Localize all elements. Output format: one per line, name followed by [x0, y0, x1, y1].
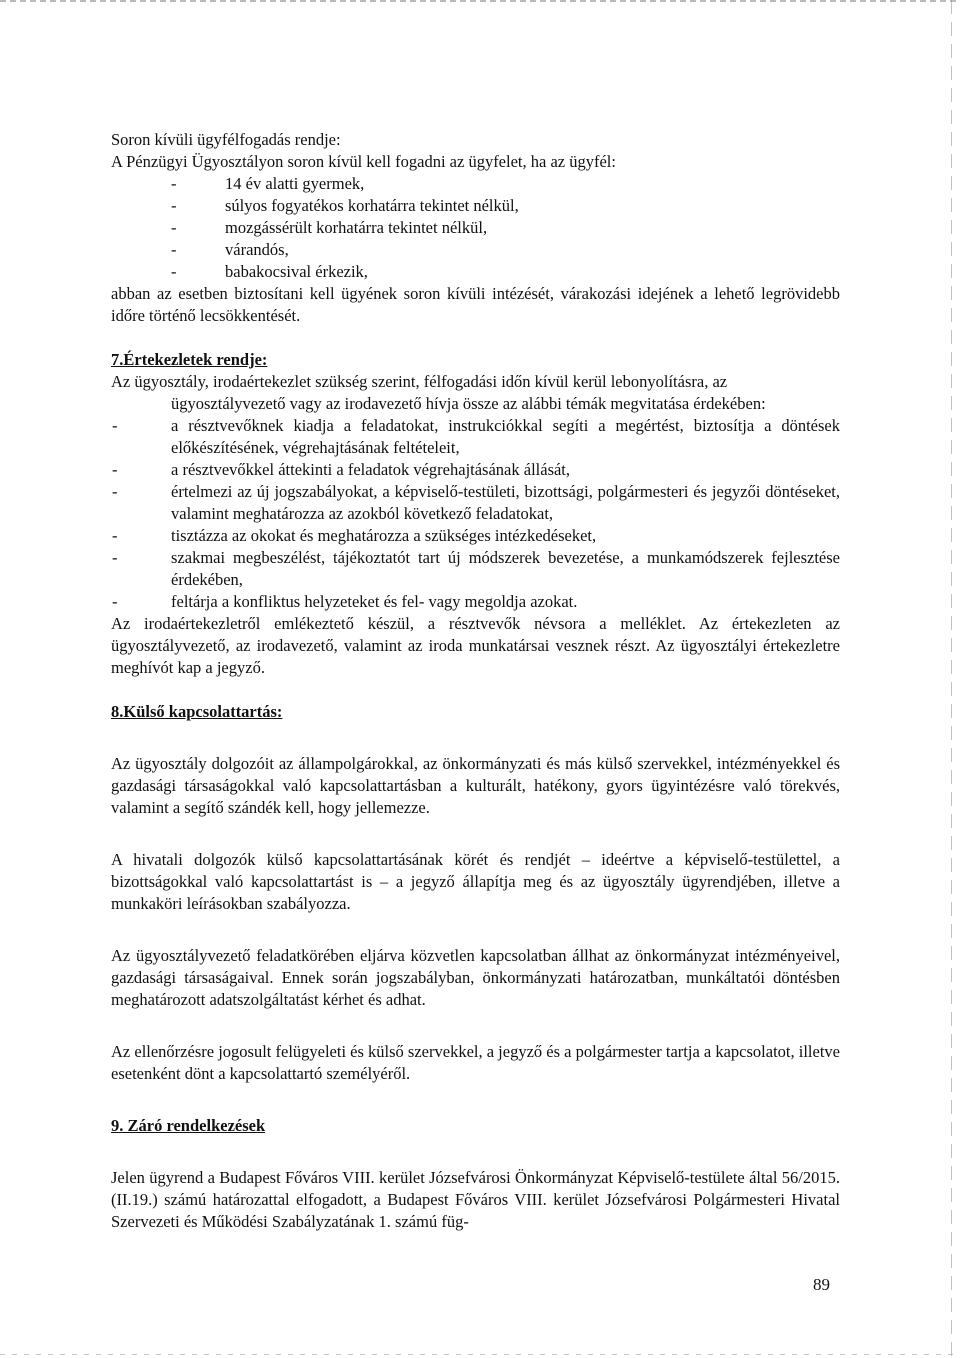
page-number: 89	[813, 1275, 830, 1294]
intro-list-item: - súlyos fogyatékos korhatárra tekintet nélkül,	[111, 195, 840, 217]
section7-list-item: - szakmai megbeszélést, tájékoztatót tart új módszerek bevezetése, a munkamódszerek fejlesztése érdekében,	[111, 547, 840, 591]
section8-paragraph: Az ügyosztályvezető feladatkörében eljárva közvetlen kapcsolatban állhat az önkormányzat intézményeivel, gazdasági társaságaival. Ennek során jogszabályban, önkormányzati határozatban, munkáltatói döntésben meghatározott adatszolgáltatást kérhet és adhat.	[111, 946, 840, 1009]
section7-list-item: - feltárja a konfliktus helyzeteket és fel- vagy megoldja azokat.	[111, 591, 840, 613]
intro-lead: A Pénzügyi Ügyosztályon soron kívül kell fogadni az ügyfelet, ha az ügyfél:	[111, 152, 616, 171]
intro-list	[111, 173, 840, 283]
section7-heading: 7.Értekezletek rendje:	[111, 350, 268, 369]
intro-list-item: - 14 év alatti gyermek,	[111, 173, 840, 195]
section7-list-item: - a résztvevőkkel áttekinti a feladatok végrehajtásának állását,	[111, 459, 840, 481]
section7-closing: Az irodaértekezletről emlékeztető készül, a résztvevők névsora a melléklet. Az értekezleten az ügyosztályvezető, az irodavezető, valamint az iroda munkatársai vesznek részt. Az ügyosztályi értekezletre meghívót kap a jegyző.	[111, 614, 840, 677]
section9-heading: 9. Záró rendelkezések	[111, 1116, 266, 1135]
section7-lead-rest: ügyosztályvezető vagy az irodavezető hívja össze az alábbi témák megvitatása érdekében:	[171, 394, 766, 413]
section8-paragraph: Az ügyosztály dolgozóit az állampolgárokkal, az önkormányzati és más külső szervekkel, intézményekkel és gazdasági társaságokkal való kapcsolattartásban a kulturált, hatékony, gyors ügyintézésre való törekvés, valamint a segítő szándék kell, hogy jellemezze.	[111, 754, 840, 817]
intro-title: Soron kívüli ügyfélfogadás rendje:	[111, 130, 341, 149]
scan-edge-bottom	[0, 1354, 960, 1355]
intro-list-item: - mozgássérült korhatárra tekintet nélkül,	[111, 217, 840, 239]
section8-paragraph: A hivatali dolgozók külső kapcsolattartásának körét és rendjét – ideértve a képviselő-testülettel, a bizottságokkal való kapcsolattartást is – a jegyző állapítja meg és az ügyosztály ügyrendjében, illetve a munkaköri leírásokban szabályozza.	[111, 850, 840, 913]
section7-list-item: - a résztvevőknek kiadja a feladatokat, instrukciókkal segíti a megértést, biztosítja a döntések előkészítésének, végrehajtásának feltételeit,	[111, 415, 840, 459]
section8-paragraph: Az ellenőrzésre jogosult felügyeleti és külső szervekkel, a jegyző és a polgármester tartja a kapcsolatot, illetve esetenként dönt a kapcsolattartó személyéről.	[111, 1042, 840, 1083]
intro-list-item: - babakocsival érkezik,	[111, 261, 840, 283]
section8-heading: 8.Külső kapcsolattartás:	[111, 702, 283, 721]
section7-lead-first: Az ügyosztály, irodaértekezlet szükség szerint, félfogadási időn kívül kerül lebonyolításra, az	[111, 372, 728, 391]
scan-edge-right	[951, 0, 952, 1358]
section9-paragraph: Jelen ügyrend a Budapest Főváros VIII. kerület Józsefvárosi Önkormányzat Képviselő-testülete által 56/2015. (II.19.) számú határozattal elfogadott, a Budapest Főváros VIII. kerület Józsefvárosi Polgármesteri Hivatal Szervezeti és Működési Szabályzatának 1. számú füg-	[111, 1168, 840, 1231]
intro-closing: abban az esetben biztosítani kell ügyének soron kívüli intézését, várakozási idejének a lehető legrövidebb időre történő lecsökkentését.	[111, 284, 840, 325]
section7-list-item: - tisztázza az okokat és meghatározza a szükséges intézkedéseket,	[111, 525, 840, 547]
section7-list	[111, 415, 840, 613]
page-content	[111, 129, 840, 1233]
intro-list-item: - várandós,	[111, 239, 840, 261]
scan-edge-top	[0, 0, 960, 2]
section7-list-item: - értelmezi az új jogszabályokat, a képviselő-testületi, bizottsági, polgármesteri és jegyzői döntéseket, valamint meghatározza az azokból következő feladatokat,	[111, 481, 840, 525]
